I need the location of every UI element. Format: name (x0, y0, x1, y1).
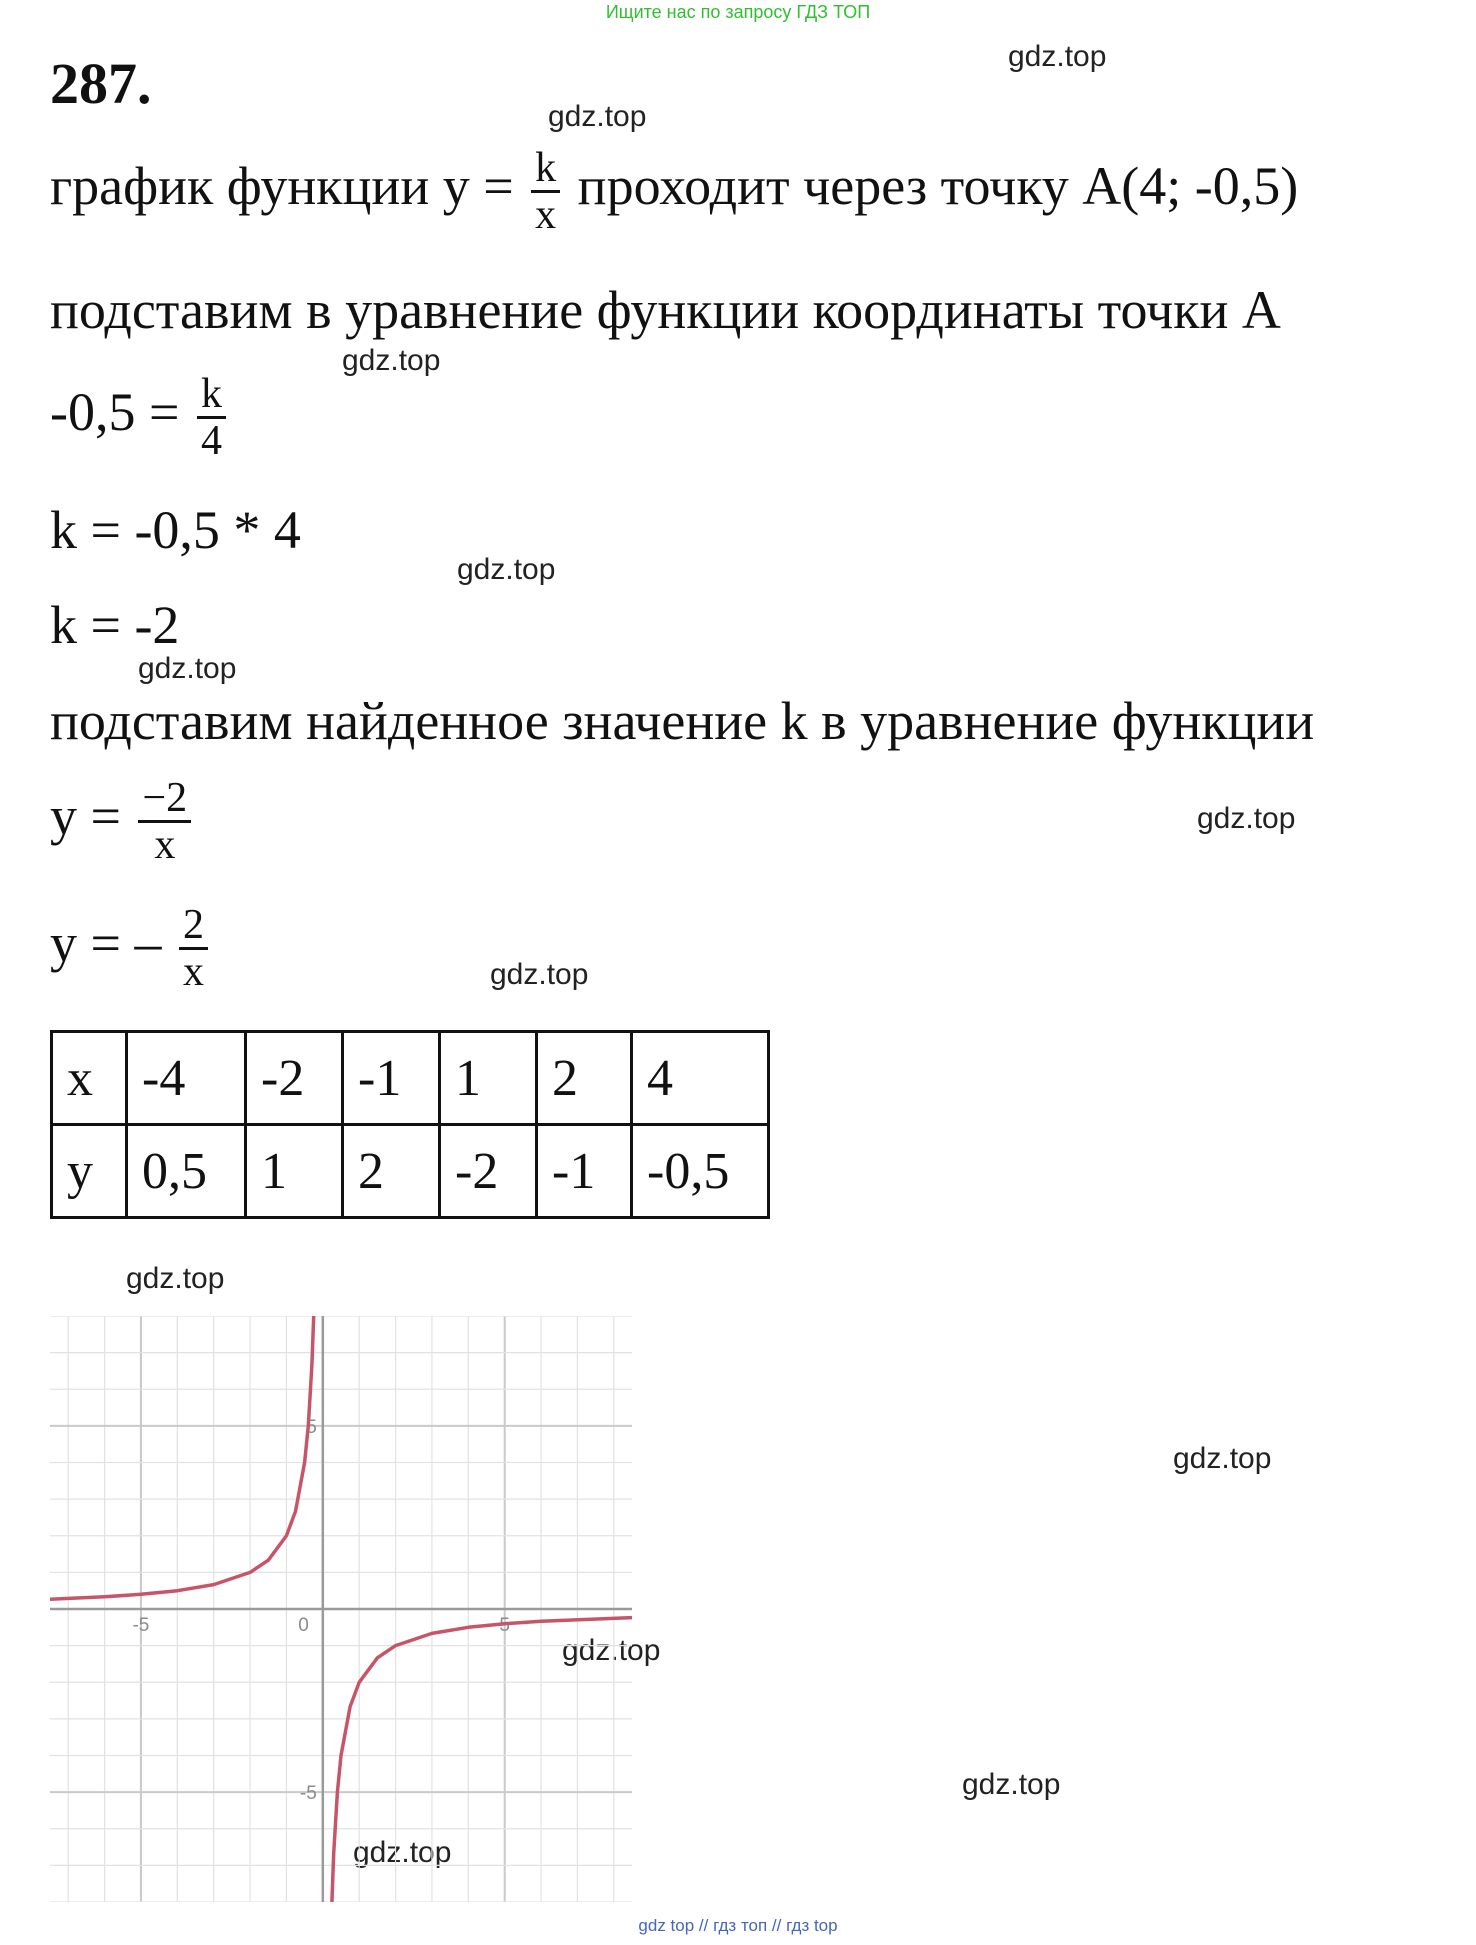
table-row (52, 1032, 769, 1125)
value-table (50, 1030, 770, 1219)
table-cell: -4 (127, 1032, 246, 1125)
intro-suffix: проходит через точку A(4; -0,5) (577, 155, 1299, 216)
table-cell: -2 (246, 1032, 343, 1125)
table-cell: 0,5 (127, 1125, 246, 1218)
fraction-k-over-4 (197, 372, 226, 463)
substitute-k-line: подставим найденное значение k в уравнение функции (50, 691, 1315, 751)
table-cell: y (52, 1125, 127, 1218)
equation-3: k = -2 (50, 595, 180, 655)
footer-banner[interactable]: gdz top // гдз топ // гдз top (638, 1916, 838, 1935)
function-graph (50, 1316, 632, 1902)
tick-label: -5 (299, 1783, 317, 1805)
table-cell: -1 (343, 1032, 440, 1125)
fraction-denominator: x (535, 192, 557, 239)
fraction-numerator: k (531, 146, 560, 193)
equation-2: k = -0,5 * 4 (50, 500, 301, 560)
fraction-2-over-x (179, 903, 208, 994)
table-cell: 4 (632, 1032, 769, 1125)
hyperbola-branch (332, 1618, 632, 1902)
equation-1-left: -0,5 = (50, 381, 180, 442)
watermark: gdz.top (138, 652, 237, 685)
table-row (52, 1125, 769, 1218)
fraction-numerator: k (197, 372, 226, 419)
fraction-numerator: 2 (179, 903, 208, 950)
problem-number: 287. (50, 51, 152, 116)
tick-label: -5 (132, 1615, 150, 1636)
substitute-line: подставим в уравнение функции координаты точки А (50, 280, 1281, 340)
table-cell: x (52, 1032, 127, 1125)
intro-line (50, 146, 1298, 237)
watermark: gdz.top (962, 1768, 1061, 1801)
fraction-numerator: −2 (138, 776, 191, 823)
table-cell: 2 (537, 1032, 632, 1125)
top-banner[interactable]: Ищите нас по запросу ГДЗ ТОП (605, 2, 871, 22)
axes (50, 1316, 632, 1902)
hyperbola-branch (50, 1316, 314, 1599)
watermark: gdz.top (457, 553, 556, 586)
tick-label: 0 (298, 1615, 309, 1636)
table-cell: -2 (440, 1125, 537, 1218)
fraction-k-over-x (531, 146, 560, 237)
equation-5 (50, 903, 212, 994)
equation-4-left: y = (50, 785, 121, 846)
fraction-denominator: 4 (200, 418, 222, 465)
fraction-denominator: x (154, 822, 176, 869)
fraction-denominator: x (182, 949, 204, 996)
tick-labels (132, 1417, 509, 1804)
equation-5-left: y = – (50, 912, 162, 973)
fraction-minus2-over-x (138, 776, 191, 867)
table-cell: -0,5 (632, 1125, 769, 1218)
watermark: gdz.top (353, 1836, 452, 1869)
tick-label: 5 (499, 1615, 510, 1636)
table-cell: 1 (440, 1032, 537, 1125)
equation-1 (50, 372, 230, 463)
equation-4 (50, 776, 195, 867)
watermark: gdz.top (562, 1634, 661, 1667)
watermark: gdz.top (342, 344, 441, 377)
watermark: gdz.top (1197, 802, 1296, 835)
table-cell: 2 (343, 1125, 440, 1218)
table-cell: -1 (537, 1125, 632, 1218)
watermark: gdz.top (126, 1262, 225, 1295)
intro-prefix: график функции y = (50, 155, 514, 216)
watermark: gdz.top (1008, 40, 1107, 73)
watermark: gdz.top (548, 100, 647, 133)
table-cell: 1 (246, 1125, 343, 1218)
watermark: gdz.top (490, 958, 589, 991)
tick-label: 5 (306, 1416, 317, 1438)
watermark: gdz.top (1173, 1442, 1272, 1475)
